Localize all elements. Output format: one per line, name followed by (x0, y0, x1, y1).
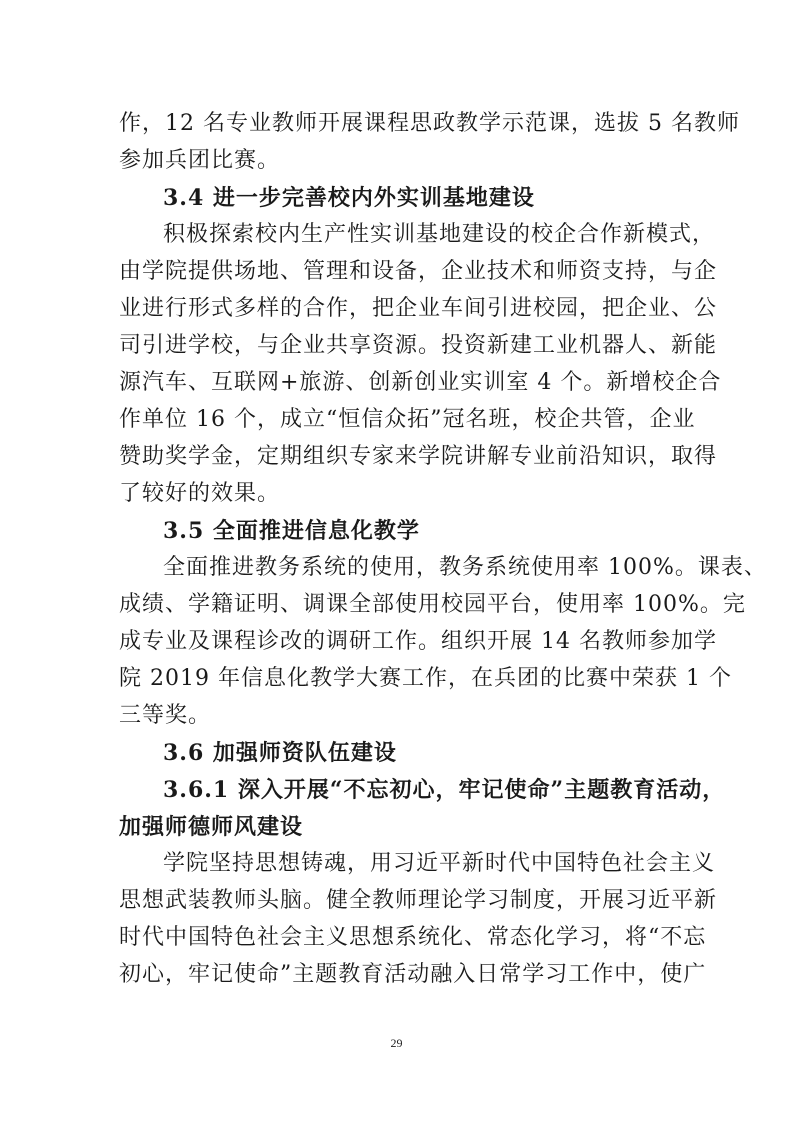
body-text-line: 成绩、学籍证明、调课全部使用校园平台，使用率 100%。完 (119, 592, 746, 617)
body-text-line: 源汽车、互联网+旅游、创新创业实训室 4 个。新增校企合 (119, 370, 722, 395)
body-text-line: 全面推进教务系统的使用，教务系统使用率 100%。课表、 (163, 555, 767, 580)
subsection-heading-3-6-1: 3.6.1 深入开展“不忘初心，牢记使命”主题教育活动， (163, 777, 726, 803)
body-text-line: 初心，牢记使命”主题教育活动融入日常学习工作中，使广 (119, 962, 707, 987)
body-text-line: 作单位 16 个，成立“恒信众拓”冠名班，校企共管，企业 (119, 407, 696, 432)
page-number: 29 (390, 1036, 403, 1050)
body-text-line: 司引进学校，与企业共享资源。投资新建工业机器人、新能 (119, 333, 718, 358)
body-text-line: 作，12 名专业教师开展课程思政教学示范课，选拔 5 名教师 (119, 111, 740, 136)
body-text-line: 思想武装教师头脑。健全教师理论学习制度，开展习近平新 (119, 888, 718, 913)
body-text-line: 三等奖。 (119, 703, 212, 728)
body-text-line: 成专业及课程诊改的调研工作。组织开展 14 名教师参加学 (119, 629, 717, 654)
body-text-line: 了较好的效果。 (119, 481, 281, 506)
section-heading-3-6: 3.6 加强师资队伍建设 (163, 740, 397, 766)
body-text-line: 赞助奖学金，定期组织专家来学院讲解专业前沿知识，取得 (119, 444, 718, 469)
section-heading-3-5: 3.5 全面推进信息化教学 (163, 518, 420, 544)
body-text-line: 参加兵团比赛。 (119, 148, 281, 173)
body-text-line: 学院坚持思想铸魂，用习近平新时代中国特色社会主义 (163, 851, 716, 876)
section-heading-3-4: 3.4 进一步完善校内外实训基地建设 (163, 185, 535, 211)
body-text-line: 积极探索校内生产性实训基地建设的校企合作新模式， (163, 222, 716, 247)
body-text-line: 时代中国特色社会主义思想系统化、常态化学习，将“不忘 (119, 925, 707, 950)
body-text-line: 院 2019 年信息化教学大赛工作，在兵团的比赛中荣获 1 个 (119, 666, 732, 691)
body-text-line: 由学院提供场地、管理和设备，企业技术和师资支持，与企 (119, 259, 718, 284)
body-text-line: 业进行形式多样的合作，把企业车间引进校园，把企业、公 (119, 296, 718, 321)
subsection-heading-3-6-1-cont: 加强师德师风建设 (119, 814, 304, 840)
